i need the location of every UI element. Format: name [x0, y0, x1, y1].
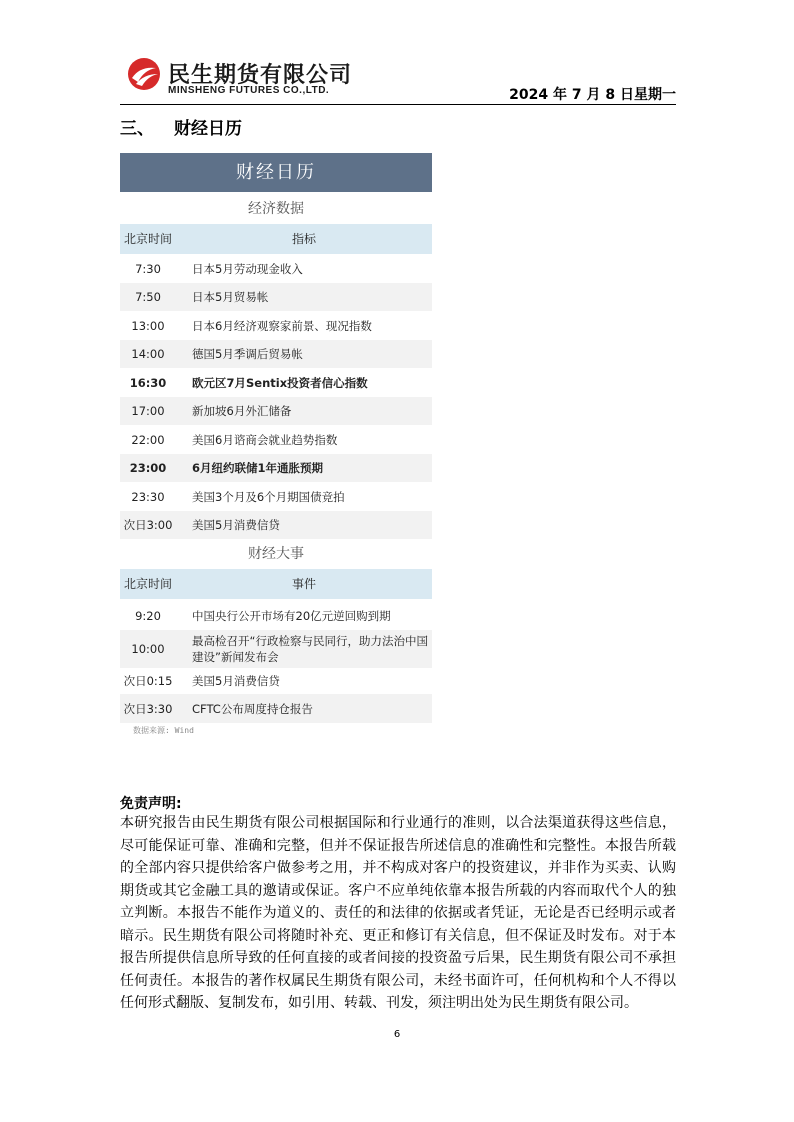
report-date: 2024 年 7 月 8 日星期一 — [509, 87, 676, 103]
company-name-en: MINSHENG FUTURES CO.,LTD. — [168, 85, 330, 96]
economic-column-header — [120, 224, 432, 254]
row-indicator: 6月纽约联储1年通胀预期 — [192, 461, 324, 475]
column-event-label: 事件 — [291, 577, 316, 591]
row-indicator: 欧元区7月Sentix投资者信心指数 — [192, 375, 368, 390]
calendar-title: 财经日历 — [120, 153, 432, 192]
table-row — [120, 454, 432, 482]
events-column-header — [120, 569, 432, 599]
disclaimer-title: 免责声明: — [120, 796, 182, 812]
table-row — [120, 630, 432, 668]
row-time: 23:30 — [131, 489, 165, 504]
row-time: 14:00 — [131, 347, 165, 361]
section-title: 财经日历 — [174, 119, 242, 139]
section-heading — [120, 114, 242, 139]
row-time: 次日3:30 — [123, 701, 173, 716]
row-time: 23:00 — [129, 461, 167, 475]
table-row — [120, 255, 432, 283]
financial-calendar-table — [120, 153, 432, 735]
table-row — [120, 694, 432, 723]
row-time: 16:30 — [129, 375, 167, 390]
table-row — [120, 311, 432, 340]
column-time-label: 北京时间 — [123, 577, 172, 591]
row-indicator: 日本5月贸易帐 — [192, 290, 269, 304]
section-number: 三、 — [120, 119, 154, 139]
column-indicator-label: 指标 — [291, 232, 316, 246]
row-indicator: 德国5月季调后贸易帐 — [192, 347, 303, 361]
table-row — [120, 602, 432, 630]
page-header — [120, 52, 676, 105]
table-row — [120, 368, 432, 397]
table-row — [120, 397, 432, 425]
row-time: 次日3:00 — [123, 518, 173, 532]
financial-events-subtitle: 财经大事 — [120, 540, 432, 568]
economic-data-subtitle: 经济数据 — [120, 195, 432, 223]
row-indicator: 美国6月谘商会就业趋势指数 — [192, 432, 338, 447]
table-row — [120, 482, 432, 511]
row-indicator: 美国3个月及6个月期国债竞拍 — [192, 489, 345, 504]
table-row — [120, 283, 432, 311]
row-time: 9:20 — [135, 609, 161, 623]
row-indicator: 新加坡6月外汇储备 — [192, 404, 292, 418]
row-time: 10:00 — [131, 642, 165, 656]
row-indicator: 日本6月经济观察家前景、现况指数 — [192, 318, 372, 333]
row-event: CFTC公布周度持仓报告 — [192, 701, 313, 716]
company-logo-icon — [126, 56, 162, 92]
row-event: 美国5月消费信贷 — [192, 674, 280, 688]
row-indicator: 日本5月劳动现金收入 — [192, 262, 303, 276]
table-row — [120, 425, 432, 454]
row-time: 17:00 — [131, 404, 165, 418]
page-number: 6 — [393, 1029, 401, 1040]
data-source-note: 数据来源: Wind — [133, 726, 194, 735]
row-time: 13:00 — [131, 318, 165, 333]
row-indicator: 美国5月消费信贷 — [192, 518, 280, 532]
table-row — [120, 668, 432, 694]
row-time: 7:50 — [135, 290, 161, 304]
row-time: 7:30 — [135, 262, 161, 276]
company-name-cn: 民生期货有限公司 — [168, 63, 353, 88]
table-row — [120, 340, 432, 368]
row-time: 22:00 — [131, 432, 165, 447]
table-row — [120, 511, 432, 539]
row-event: 中国央行公开市场有20亿元逆回购到期 — [192, 609, 391, 623]
row-time: 次日0:15 — [123, 674, 173, 688]
row-event: 最高检召开“行政检察与民同行，助力法治中国建设”新闻发布会 — [192, 634, 428, 664]
column-time-label: 北京时间 — [123, 232, 172, 246]
disclaimer-body: 本研究报告由民生期货有限公司根据国际和行业通行的准则，以合法渠道获得这些信息，尽可能保证可靠、准确和完整，但并不保证报告所述信息的准确性和完整性。本报告所载的全部内容只提供给客户做参考之用，并不构成对客户的投资建议，并非作为买卖、认购期货或其它金融工具的邀请或保证。客户不应单纯依靠本报告所载的内容而取代个人的独立判断。本报告不能作为道义的、责任的和法律的依据或者凭证，无论是否已经明示或者暗示。民生期货有限公司将随时补充、更正和修订有关信息，但不保证及时发布。对于本报告所提供信息所导致的任何直接的或者间接的投资盈亏后果，民生期货有限公司不承担任何责任。本报告的著作权属民生期货有限公司，未经书面许可，任何机构和个人不得以任何形式翻版、复制发布，如引用、转载、刊发，须注明出处为民生期货有限公司。 — [120, 815, 676, 1011]
